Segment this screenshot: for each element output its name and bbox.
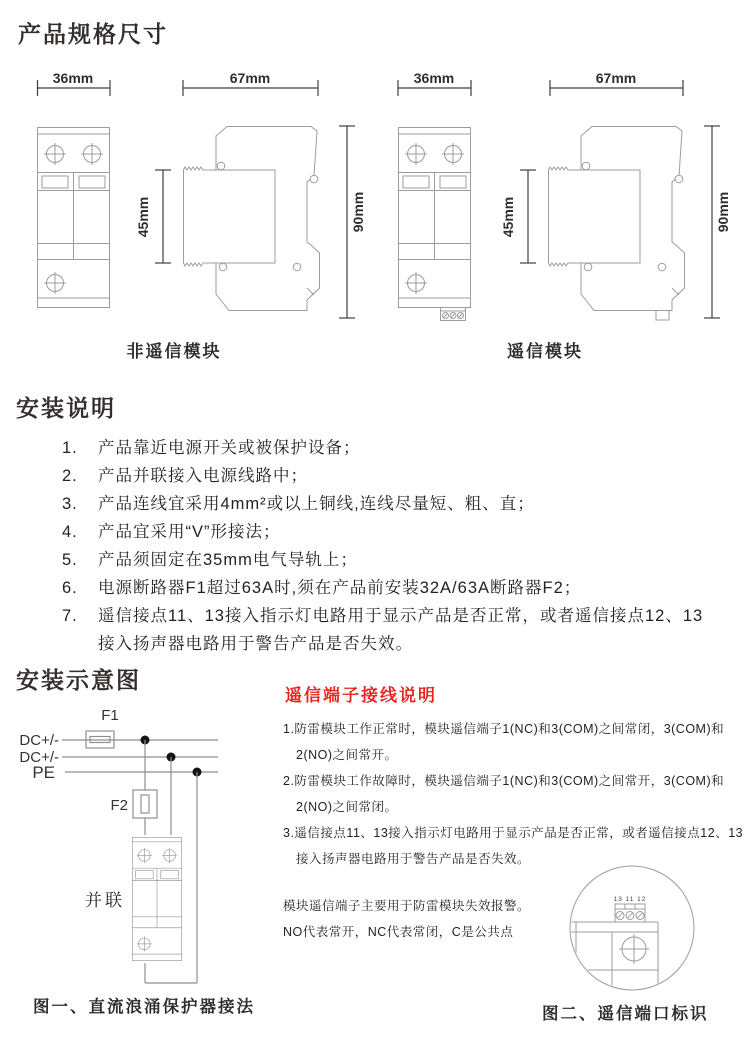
dim-label-front-width-2: 36mm xyxy=(413,70,455,86)
section-title-install: 安装说明 xyxy=(16,395,116,421)
dc-line2-label: DC+/- xyxy=(19,749,59,766)
section-title-diagram: 安装示意图 xyxy=(16,667,141,693)
wiring-note: NO代表常开，NC代表常闭，C是公共点 xyxy=(283,925,514,939)
dim-label-front-width-1: 36mm xyxy=(52,70,94,86)
figure2-caption: 图二、遥信端口标识 xyxy=(542,1005,709,1023)
wiring-title: 遥信端子接线说明 xyxy=(285,686,437,705)
parallel-label: 并联 xyxy=(85,891,125,910)
step-number: 7. xyxy=(62,607,78,625)
wiring-paragraph: 3.遥信接点11、13接入指示灯电路用于显示产品是否正常，或者遥信接点12、13接入扬声器电路用于警告产品是否失效。 xyxy=(283,826,744,866)
front-view-non-remote xyxy=(38,128,110,308)
figure1-circuit-diagram xyxy=(10,700,240,992)
dimension-module-height-2 xyxy=(520,170,536,263)
dim-label-module-height-2: 45mm xyxy=(500,196,516,238)
front-view-remote xyxy=(399,128,471,308)
dim-label-side-width-1: 67mm xyxy=(229,70,271,86)
step-text: 产品靠近电源开关或被保护设备； xyxy=(98,439,361,457)
dim-label-module-height-1: 45mm xyxy=(135,196,151,238)
dimension-module-height-1 xyxy=(155,170,171,263)
figure1-caption: 图一、直流浪涌保护器接法 xyxy=(33,998,255,1016)
step-text: 电源断路器F1超过63A时,须在产品前安装32A/63A断路器F2； xyxy=(98,579,582,597)
fuse-f2-label: F2 xyxy=(110,797,128,814)
install-step xyxy=(62,462,717,490)
install-step xyxy=(62,602,717,658)
step-number: 6. xyxy=(62,579,78,597)
fuse-f1-label: F1 xyxy=(101,707,119,724)
install-step xyxy=(62,574,717,602)
module-caption-remote: 遥信模块 xyxy=(507,342,583,361)
step-number: 1. xyxy=(62,439,78,457)
step-number: 5. xyxy=(62,551,78,569)
dim-label-total-height-1: 90mm xyxy=(350,191,366,233)
pe-line-label: PE xyxy=(32,763,55,782)
step-number: 4. xyxy=(62,523,78,541)
dc-line1-label: DC+/- xyxy=(19,732,59,749)
remote-side-foot xyxy=(656,311,669,321)
install-step xyxy=(62,490,717,518)
step-number: 2. xyxy=(62,467,78,485)
side-view-non-remote xyxy=(184,127,320,311)
step-text: 产品并联接入电源线路中； xyxy=(98,467,308,485)
install-step xyxy=(62,518,717,546)
zoom-circle xyxy=(570,866,694,990)
module-caption-non-remote: 非遥信模块 xyxy=(126,342,222,361)
side-view-remote xyxy=(549,127,685,311)
dim-label-side-width-2: 67mm xyxy=(595,70,637,86)
wiring-paragraph: 2.防雷模块工作故障时，模块遥信端子1(NC)和3(COM)之间常开，3(COM)和2(NO)之间常闭。 xyxy=(283,774,725,814)
install-step xyxy=(62,546,717,574)
step-text: 产品连线宜采用4mm²或以上铜线,连线尽量短、粗、直； xyxy=(98,495,535,513)
port-detail-drawing xyxy=(568,904,658,992)
dim-label-total-height-2: 90mm xyxy=(715,191,731,233)
wiring-notes xyxy=(283,893,583,945)
step-text: 遥信接点11、13接入指示灯电路用于显示产品是否正常，或者遥信接点12、13接入扬声器电路用于警告产品是否失效。 xyxy=(98,607,704,653)
spd-device-drawing xyxy=(132,837,181,960)
page-title: 产品规格尺寸 xyxy=(18,21,168,47)
step-text: 产品宜采用“V”形接法； xyxy=(98,523,281,541)
figure2-port-diagram xyxy=(568,862,703,997)
terminal-numbers-label: 13 11 12 xyxy=(613,896,647,903)
screw-icon xyxy=(619,934,649,964)
step-number: 3. xyxy=(62,495,78,513)
product-dimension-drawings xyxy=(0,60,750,360)
install-step xyxy=(62,434,717,462)
step-text: 产品须固定在35mm电气导轨上； xyxy=(98,551,358,569)
remote-terminal-block xyxy=(441,308,466,321)
wiring-paragraphs xyxy=(283,716,750,872)
fuse-f2-symbol xyxy=(133,790,157,818)
install-steps-list xyxy=(62,434,717,658)
wiring-paragraph: 1.防雷模块工作正常时，模块遥信端子1(NC)和3(COM)之间常闭，3(COM)和2(NO)之间常开。 xyxy=(283,722,725,762)
wiring-note: 模块遥信端子主要用于防雷模块失效报警。 xyxy=(283,899,531,913)
